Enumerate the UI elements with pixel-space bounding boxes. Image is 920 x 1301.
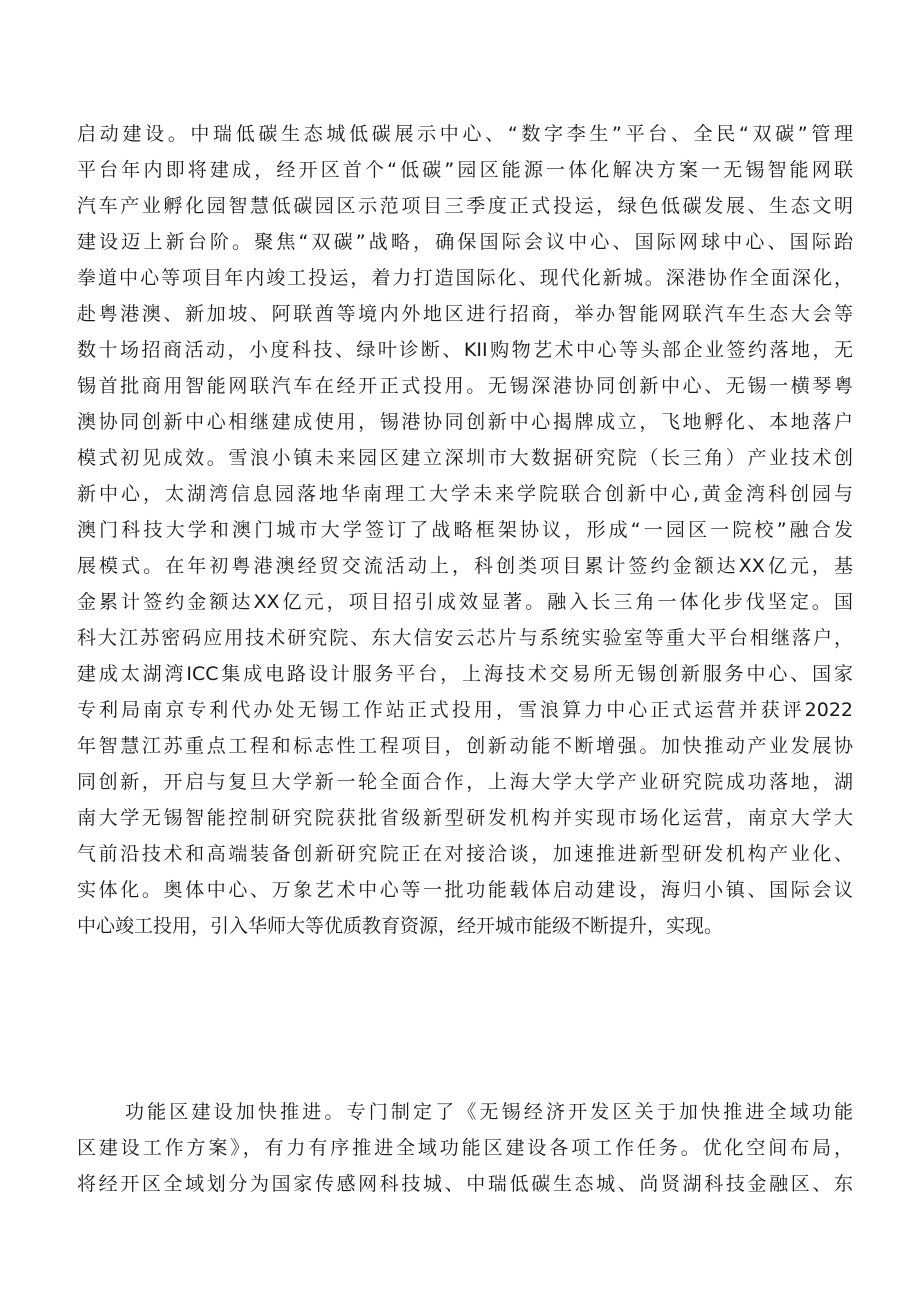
text-line: 将经开区全域划分为国家传感网科技城、中瑞低碳生态城、尚贤湖科技金融区、东 — [77, 1173, 853, 1195]
text-line: 平台年内即将建成，经开区首个“低碳”园区能源一体化解决方案一无锡智能网联 — [77, 159, 853, 181]
text-line: 科大江苏密码应用技术研究院、东大信安云芯片与系统实验室等重大平台相继落户， — [77, 627, 853, 649]
paragraph-2 — [77, 1094, 853, 1202]
text-line: 数十场招商活动，小度科技、绿叶诊断、KII购物艺术中心等头部企业签约落地，无 — [77, 339, 853, 361]
text-line: 气前沿技术和高端装备创新研究院正在对接洽谈，加速推进新型研发机构产业化、 — [77, 843, 853, 865]
text-line: 汽车产业孵化园智慧低碳园区示范项目三季度正式投运，绿色低碳发展、生态文明 — [77, 195, 853, 217]
text-line: 中心竣工投用，引入华师大等优质教育资源，经开城市能级不断提升，实现。 — [77, 915, 724, 937]
text-line: 实体化。奥体中心、万象艺术中心等一批功能载体启动建设，海归小镇、国际会议 — [77, 879, 853, 901]
text-line: 建设迈上新台阶。聚焦“双碳”战略，确保国际会议中心、国际网球中心、国际跆 — [77, 231, 853, 253]
text-line: 功能区建设加快推进。专门制定了《无锡经济开发区关于加快推进全域功能 — [125, 1101, 853, 1123]
text-line: 拳道中心等项目年内竣工投运，着力打造国际化、现代化新城。深港协作全面深化， — [77, 267, 853, 289]
text-line: 专利局南京专利代办处无锡工作站正式投用，雪浪算力中心正式运营并获评2022 — [77, 699, 853, 721]
text-line: 澳门科技大学和澳门城市大学签订了战略框架协议，形成“一园区一院校”融合发 — [77, 519, 853, 541]
paragraph-1 — [77, 116, 853, 944]
text-line: 展模式。在年初粤港澳经贸交流活动上，科创类项目累计签约金额达XX亿元，基 — [77, 555, 853, 577]
text-line: 区建设工作方案》，有力有序推进全域功能区建设各项工作任务。优化空间布局， — [77, 1137, 853, 1159]
text-line: 年智慧江苏重点工程和标志性工程项目，创新动能不断增强。加快推动产业发展协 — [77, 735, 853, 757]
text-line: 金累计签约金额达XX亿元，项目招引成效显著。融入长三角一体化步伐坚定。国 — [77, 591, 853, 613]
text-line: 澳协同创新中心相继建成使用，锡港协同创新中心揭牌成立，飞地孵化、本地落户 — [77, 411, 853, 433]
text-line: 建成太湖湾ICC集成电路设计服务平台，上海技术交易所无锡创新服务中心、国家 — [77, 663, 853, 685]
text-line: 模式初见成效。雪浪小镇未来园区建立深圳市大数据研究院（长三角）产业技术创 — [77, 447, 853, 469]
text-line: 赴粤港澳、新加坡、阿联酋等境内外地区进行招商，举办智能网联汽车生态大会等 — [77, 303, 853, 325]
text-line: 南大学无锡智能控制研究院获批省级新型研发机构并实现市场化运营，南京大学大 — [77, 807, 853, 829]
text-line: 新中心，太湖湾信息园落地华南理工大学未来学院联合创新中心,黄金湾科创园与 — [77, 483, 853, 505]
text-line: 同创新，开启与复旦大学新一轮全面合作，上海大学大学产业研究院成功落地，湖 — [77, 771, 853, 793]
text-line: 锡首批商用智能网联汽车在经开正式投用。无锡深港协同创新中心、无锡一横琴粤 — [77, 375, 853, 397]
text-line: 启动建设。中瑞低碳生态城低碳展示中心、“数字李生”平台、全民“双碳”管理 — [77, 123, 853, 145]
